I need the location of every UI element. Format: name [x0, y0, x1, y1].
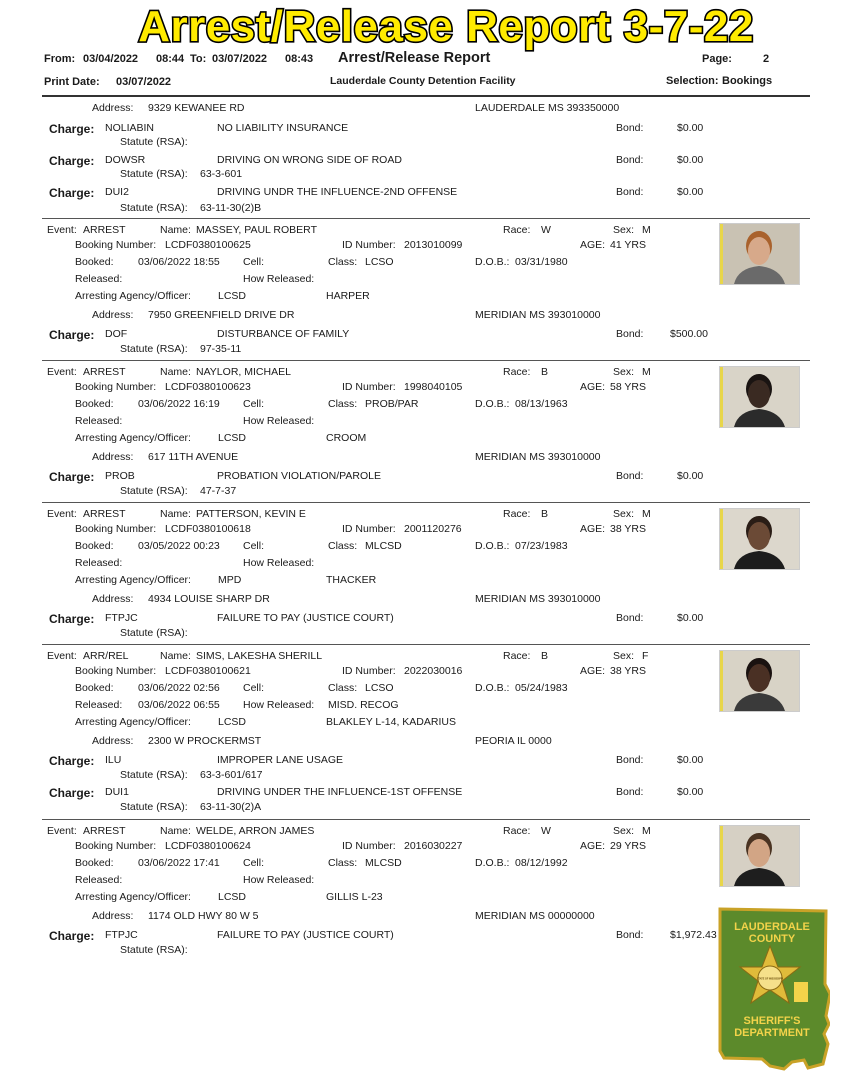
charge-code: FTPJC — [105, 929, 138, 941]
bond-label: Bond: — [616, 122, 644, 134]
address-label: Address: — [92, 593, 134, 605]
badge-county-line1: LAUDERDALE — [734, 921, 810, 933]
id-number: 2016030227 — [404, 840, 463, 852]
print-date: 03/07/2022 — [116, 76, 172, 88]
statute-label: Statute (RSA): — [120, 136, 188, 148]
booking-number: LCDF0380100624 — [165, 840, 251, 852]
address-value: 617 11TH AVENUE — [148, 451, 239, 463]
released-label: Released: — [75, 699, 123, 711]
how-released-label: How Released: — [243, 273, 315, 285]
address-value: 1174 OLD HWY 80 W 5 — [148, 910, 259, 922]
booked-label: Booked: — [75, 398, 114, 410]
id-number-label: ID Number: — [342, 239, 396, 251]
facility-name: Lauderdale County Detention Facility — [330, 75, 516, 87]
city-value: MERIDIAN MS 393010000 — [475, 451, 601, 463]
booking-number-label: Booking Number: — [75, 381, 157, 393]
charge-description: DRIVING UNDR THE INFLUENCE-2ND OFFENSE — [217, 186, 458, 198]
report-banner — [0, 0, 855, 54]
how-released-value: MISD. RECOG — [328, 699, 399, 711]
bond-label: Bond: — [616, 470, 644, 482]
dob-value: 08/13/1963 — [515, 398, 568, 410]
id-number-label: ID Number: — [342, 840, 396, 852]
officer-value: GILLIS L-23 — [326, 891, 383, 903]
booking-number: LCDF0380100621 — [165, 665, 251, 677]
agency-officer-label: Arresting Agency/Officer: — [75, 574, 191, 586]
from-date: 03/04/2022 — [83, 53, 139, 65]
booked-label: Booked: — [75, 540, 114, 552]
age-label: AGE: — [580, 523, 606, 535]
charge-code: PROB — [105, 470, 135, 482]
class-value: PROB/PAR — [365, 398, 419, 410]
charge-code: DUI2 — [105, 186, 129, 198]
dob-value: 07/23/1983 — [515, 540, 568, 552]
charge-code: DOF — [105, 328, 128, 340]
sex-value: M — [642, 224, 651, 236]
officer-value: HARPER — [326, 290, 370, 302]
booking-photo — [719, 508, 800, 570]
person-name: MASSEY, PAUL ROBERT — [196, 224, 317, 236]
age-value: 41 YRS — [610, 239, 646, 251]
dob-label: D.O.B.: — [475, 540, 510, 552]
city-value: PEORIA IL 0000 — [475, 735, 552, 747]
address-value: 2300 W PROCKERMST — [148, 735, 262, 747]
bond-value: $0.00 — [677, 612, 704, 624]
released-datetime: 03/06/2022 06:55 — [138, 699, 220, 711]
sheriff-department-badge — [712, 906, 830, 1072]
age-label: AGE: — [580, 840, 606, 852]
cell-label: Cell: — [243, 256, 265, 268]
statute-label: Statute (RSA): — [120, 627, 188, 639]
bond-label: Bond: — [616, 154, 644, 166]
badge-bottom-line2: DEPARTMENT — [734, 1027, 810, 1039]
charge-description: DISTURBANCE OF FAMILY — [217, 328, 350, 340]
to-time: 08:43 — [285, 53, 314, 65]
officer-value: CROOM — [326, 432, 367, 444]
event-label: Event: — [47, 650, 77, 662]
event-type: ARREST — [83, 224, 126, 236]
city-value: LAUDERDALE MS 393350000 — [475, 102, 620, 114]
booking-number-label: Booking Number: — [75, 523, 157, 535]
name-label: Name: — [160, 650, 191, 662]
bond-value: $0.00 — [677, 154, 704, 166]
class-label: Class: — [328, 682, 358, 694]
booking-photo — [719, 366, 800, 428]
bond-value: $500.00 — [670, 328, 708, 340]
id-number: 2013010099 — [404, 239, 463, 251]
class-label: Class: — [328, 540, 358, 552]
charge-description: IMPROPER LANE USAGE — [217, 754, 344, 766]
person-name: WELDE, ARRON JAMES — [196, 825, 315, 837]
booked-label: Booked: — [75, 256, 114, 268]
booking-number: LCDF0380100625 — [165, 239, 251, 251]
class-value: LCSO — [365, 682, 394, 694]
race-value: B — [541, 650, 549, 662]
booked-datetime: 03/06/2022 02:56 — [138, 682, 220, 694]
dob-value: 03/31/1980 — [515, 256, 568, 268]
charge-label: Charge: — [49, 929, 95, 943]
race-label: Race: — [503, 650, 531, 662]
age-label: AGE: — [580, 381, 606, 393]
class-value: LCSO — [365, 256, 394, 268]
cell-label: Cell: — [243, 398, 265, 410]
how-released-label: How Released: — [243, 415, 315, 427]
statute-label: Statute (RSA): — [120, 944, 188, 956]
id-number-label: ID Number: — [342, 523, 396, 535]
how-released-label: How Released: — [243, 557, 315, 569]
bond-value: $0.00 — [677, 186, 704, 198]
address-value: 9329 KEWANEE RD — [148, 102, 245, 114]
sex-label: Sex: — [613, 366, 635, 378]
sex-label: Sex: — [613, 508, 635, 520]
charge-label: Charge: — [49, 470, 95, 484]
how-released-label: How Released: — [243, 699, 315, 711]
bond-value: $0.00 — [677, 786, 704, 798]
charge-description: DRIVING ON WRONG SIDE OF ROAD — [217, 154, 402, 166]
address-label: Address: — [92, 910, 134, 922]
from-label: From: — [44, 53, 76, 65]
city-value: MERIDIAN MS 00000000 — [475, 910, 595, 922]
booking-number: LCDF0380100623 — [165, 381, 251, 393]
booking-photo — [719, 223, 800, 285]
charge-description: FAILURE TO PAY (JUSTICE COURT) — [217, 612, 394, 624]
record-divider — [42, 644, 810, 645]
dob-label: D.O.B.: — [475, 256, 510, 268]
class-label: Class: — [328, 857, 358, 869]
sex-value: M — [642, 825, 651, 837]
age-label: AGE: — [580, 665, 606, 677]
address-label: Address: — [92, 102, 134, 114]
event-record — [0, 504, 855, 644]
age-value: 58 YRS — [610, 381, 646, 393]
agency-officer-label: Arresting Agency/Officer: — [75, 716, 191, 728]
event-type: ARREST — [83, 825, 126, 837]
dob-label: D.O.B.: — [475, 857, 510, 869]
statute-label: Statute (RSA): — [120, 168, 188, 180]
bond-label: Bond: — [616, 754, 644, 766]
sex-label: Sex: — [613, 825, 635, 837]
age-value: 38 YRS — [610, 523, 646, 535]
sex-value: M — [642, 508, 651, 520]
event-label: Event: — [47, 366, 77, 378]
event-record — [0, 362, 855, 502]
cell-label: Cell: — [243, 857, 265, 869]
from-time: 08:44 — [156, 53, 185, 65]
id-number: 2022030016 — [404, 665, 463, 677]
charge-description: FAILURE TO PAY (JUSTICE COURT) — [217, 929, 394, 941]
race-value: W — [541, 224, 551, 236]
charge-code: FTPJC — [105, 612, 138, 624]
banner-title: Arrest/Release Report 3-7-22 — [138, 2, 754, 51]
booked-datetime: 03/06/2022 18:55 — [138, 256, 220, 268]
record-divider — [42, 502, 810, 503]
event-type: ARR/REL — [83, 650, 129, 662]
record-divider — [42, 819, 810, 820]
print-date-label: Print Date: — [44, 76, 100, 88]
agency-value: LCSD — [218, 716, 247, 728]
bond-value: $0.00 — [677, 754, 704, 766]
bond-label: Bond: — [616, 612, 644, 624]
how-released-label: How Released: — [243, 874, 315, 886]
released-label: Released: — [75, 415, 123, 427]
bond-value: $0.00 — [677, 470, 704, 482]
statute-label: Statute (RSA): — [120, 485, 188, 497]
event-record — [0, 646, 855, 819]
header-rule — [42, 95, 810, 97]
charge-label: Charge: — [49, 754, 95, 768]
booking-number-label: Booking Number: — [75, 239, 157, 251]
id-number-label: ID Number: — [342, 665, 396, 677]
charge-code: DUI1 — [105, 786, 129, 798]
statute-value: 47-7-37 — [200, 485, 237, 497]
charge-label: Charge: — [49, 186, 95, 200]
page-label: Page: — [702, 53, 732, 65]
record-divider — [42, 218, 810, 219]
record-divider — [42, 360, 810, 361]
selection-label: Selection: — [666, 75, 719, 87]
charge-code: ILU — [105, 754, 122, 766]
event-type: ARREST — [83, 366, 126, 378]
dob-label: D.O.B.: — [475, 682, 510, 694]
statute-label: Statute (RSA): — [120, 343, 188, 355]
race-value: W — [541, 825, 551, 837]
city-value: MERIDIAN MS 393010000 — [475, 593, 601, 605]
statute-label: Statute (RSA): — [120, 769, 188, 781]
page-number: 2 — [763, 53, 770, 65]
report-title: Arrest/Release Report — [338, 50, 491, 66]
agency-officer-label: Arresting Agency/Officer: — [75, 891, 191, 903]
name-label: Name: — [160, 366, 191, 378]
event-label: Event: — [47, 508, 77, 520]
released-label: Released: — [75, 874, 123, 886]
booked-label: Booked: — [75, 682, 114, 694]
charge-code: NOLIABIN — [105, 122, 155, 134]
cell-label: Cell: — [243, 682, 265, 694]
bond-label: Bond: — [616, 929, 644, 941]
agency-value: LCSD — [218, 891, 247, 903]
officer-value: BLAKLEY L-14, KADARIUS — [326, 716, 456, 728]
name-label: Name: — [160, 508, 191, 520]
selection-value: Bookings — [722, 75, 773, 87]
charge-label: Charge: — [49, 612, 95, 626]
sex-value: F — [642, 650, 649, 662]
id-number: 1998040105 — [404, 381, 463, 393]
charge-description: PROBATION VIOLATION/PAROLE — [217, 470, 381, 482]
booked-label: Booked: — [75, 857, 114, 869]
age-value: 29 YRS — [610, 840, 646, 852]
statute-value: 63-3-601 — [200, 168, 243, 180]
bond-value: $0.00 — [677, 122, 704, 134]
officer-value: THACKER — [326, 574, 377, 586]
address-label: Address: — [92, 735, 134, 747]
name-label: Name: — [160, 825, 191, 837]
to-label: To: — [190, 53, 207, 65]
name-label: Name: — [160, 224, 191, 236]
badge-county-line2: COUNTY — [748, 933, 796, 945]
agency-value: LCSD — [218, 432, 247, 444]
dob-value: 08/12/1992 — [515, 857, 568, 869]
booked-datetime: 03/06/2022 17:41 — [138, 857, 220, 869]
race-label: Race: — [503, 508, 531, 520]
event-record — [0, 220, 855, 360]
age-value: 38 YRS — [610, 665, 646, 677]
event-label: Event: — [47, 224, 77, 236]
badge-bottom-line1: SHERIFF'S — [743, 1015, 801, 1027]
agency-value: LCSD — [218, 290, 247, 302]
statute-value: 63-11-30(2)A — [200, 801, 262, 813]
charge-description: DRIVING UNDER THE INFLUENCE-1ST OFFENSE — [217, 786, 463, 798]
sex-label: Sex: — [613, 650, 635, 662]
badge-seal-text: STATE OF MISSISSIPPI — [756, 977, 784, 981]
person-name: SIMS, LAKESHA SHERILL — [196, 650, 323, 662]
booking-number-label: Booking Number: — [75, 665, 157, 677]
class-value: MLCSD — [365, 540, 402, 552]
cell-label: Cell: — [243, 540, 265, 552]
id-number-label: ID Number: — [342, 381, 396, 393]
person-name: NAYLOR, MICHAEL — [196, 366, 291, 378]
race-label: Race: — [503, 825, 531, 837]
id-number: 2001120276 — [404, 523, 462, 535]
address-value: 7950 GREENFIELD DRIVE DR — [148, 309, 295, 321]
booked-datetime: 03/05/2022 00:23 — [138, 540, 220, 552]
charge-code: DOWSR — [105, 154, 146, 166]
race-value: B — [541, 366, 549, 378]
sex-value: M — [642, 366, 651, 378]
released-label: Released: — [75, 557, 123, 569]
booking-number: LCDF0380100618 — [165, 523, 251, 535]
agency-officer-label: Arresting Agency/Officer: — [75, 432, 191, 444]
sex-label: Sex: — [613, 224, 635, 236]
agency-officer-label: Arresting Agency/Officer: — [75, 290, 191, 302]
class-label: Class: — [328, 256, 358, 268]
address-label: Address: — [92, 451, 134, 463]
agency-value: MPD — [218, 574, 242, 586]
statute-label: Statute (RSA): — [120, 801, 188, 813]
bond-label: Bond: — [616, 786, 644, 798]
class-label: Class: — [328, 398, 358, 410]
statute-value: 63-11-30(2)B — [200, 202, 262, 214]
race-label: Race: — [503, 224, 531, 236]
event-label: Event: — [47, 825, 77, 837]
age-label: AGE: — [580, 239, 606, 251]
booking-number-label: Booking Number: — [75, 840, 157, 852]
charge-label: Charge: — [49, 786, 95, 800]
released-label: Released: — [75, 273, 123, 285]
booked-datetime: 03/06/2022 16:19 — [138, 398, 220, 410]
race-label: Race: — [503, 366, 531, 378]
event-type: ARREST — [83, 508, 126, 520]
bond-value: $1,972.43 — [670, 929, 717, 941]
statute-value: 63-3-601/617 — [200, 769, 263, 781]
bond-label: Bond: — [616, 328, 644, 340]
to-date: 03/07/2022 — [212, 53, 268, 65]
booking-photo — [719, 825, 800, 887]
race-value: B — [541, 508, 549, 520]
dob-label: D.O.B.: — [475, 398, 510, 410]
charge-label: Charge: — [49, 154, 95, 168]
charge-description: NO LIABILITY INSURANCE — [217, 122, 349, 134]
statute-value: 97-35-11 — [200, 343, 242, 355]
charge-label: Charge: — [49, 328, 95, 342]
person-name: PATTERSON, KEVIN E — [196, 508, 306, 520]
class-value: MLCSD — [365, 857, 402, 869]
address-label: Address: — [92, 309, 134, 321]
address-value: 4934 LOUISE SHARP DR — [148, 593, 270, 605]
booking-photo — [719, 650, 800, 712]
city-value: MERIDIAN MS 393010000 — [475, 309, 601, 321]
statute-label: Statute (RSA): — [120, 202, 188, 214]
charge-label: Charge: — [49, 122, 95, 136]
bond-label: Bond: — [616, 186, 644, 198]
dob-value: 05/24/1983 — [515, 682, 568, 694]
